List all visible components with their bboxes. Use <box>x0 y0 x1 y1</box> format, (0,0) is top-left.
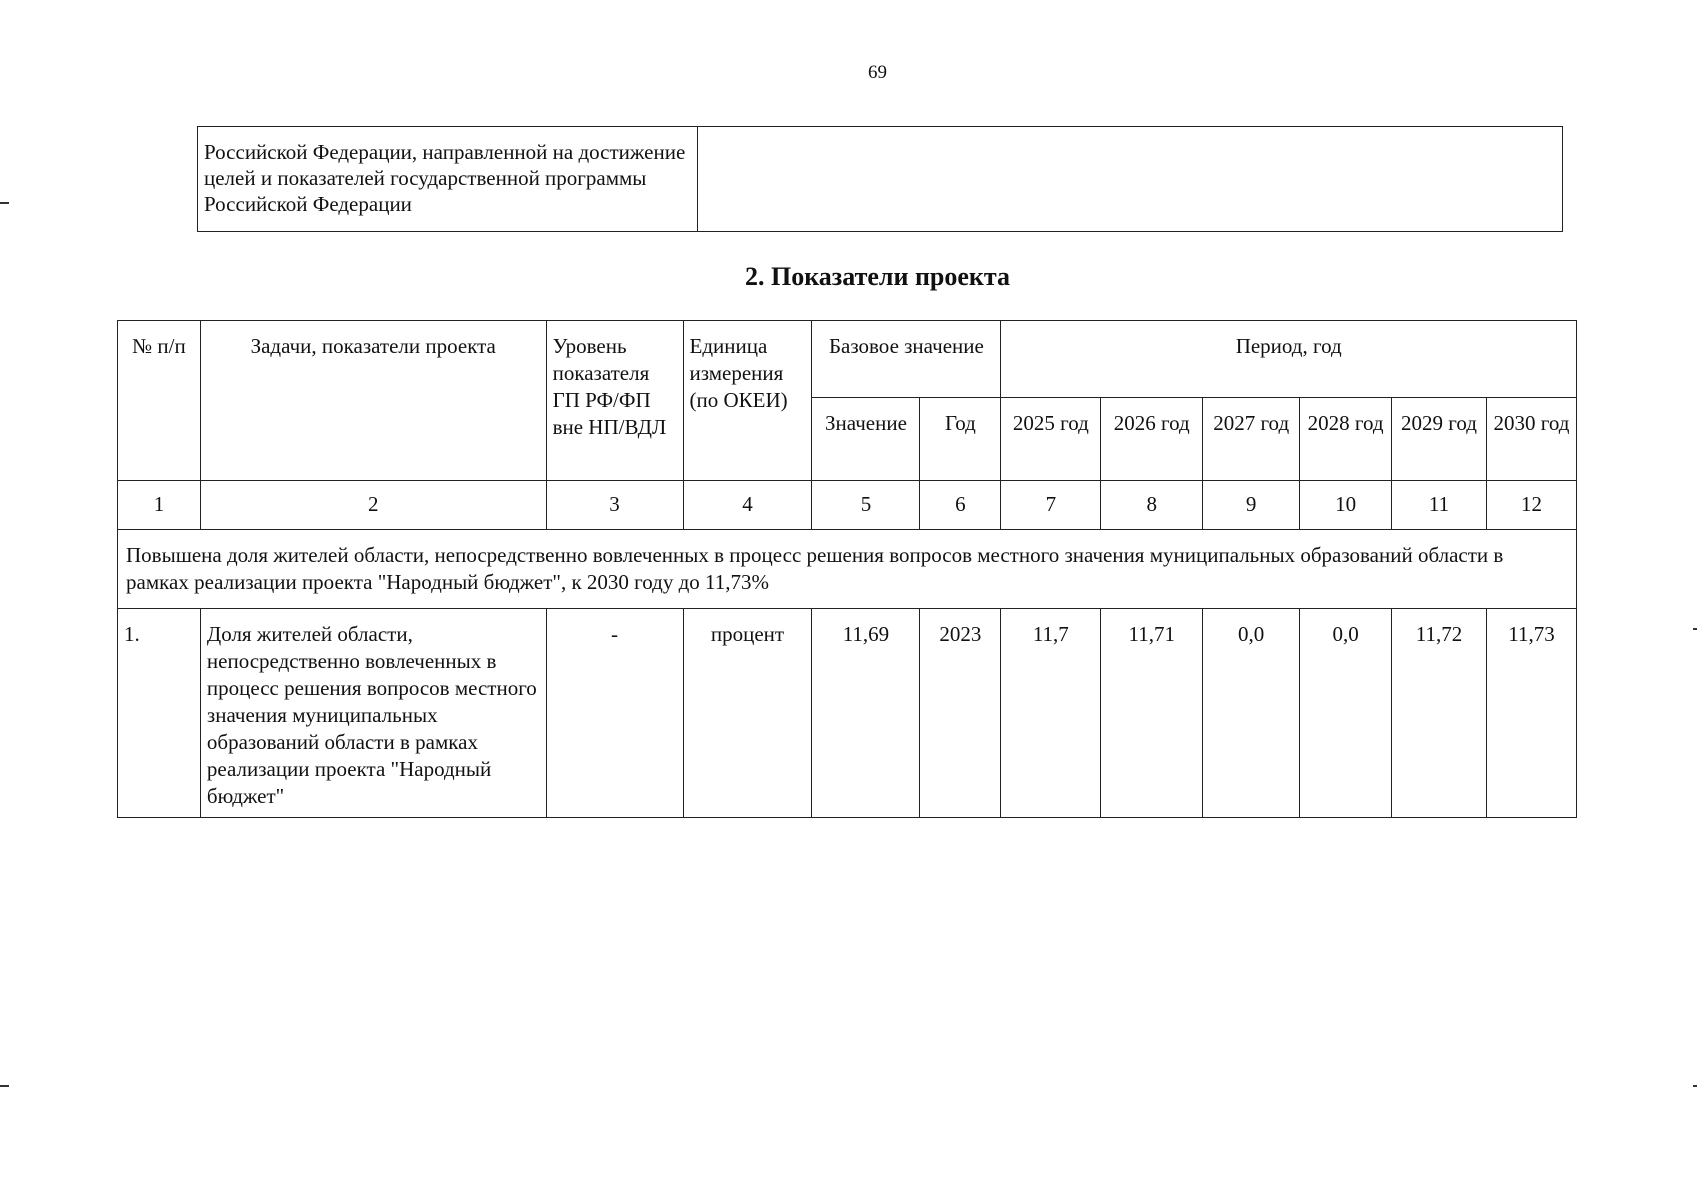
column-number: 5 <box>812 481 920 530</box>
header-year-2029: 2029 год <box>1392 398 1487 481</box>
row-num: 1. <box>118 609 201 818</box>
page-number: 69 <box>868 62 887 83</box>
header-level: Уровень показателя ГП РФ/ФП вне НП/ВДЛ <box>546 321 683 481</box>
row-indicator-name: Доля жителей области, непосредственно вовлеченных в процесс решения вопросов местного значения муниципальных образований области в рамках реализации проекта "Народный бюджет" <box>200 609 546 818</box>
header-year-2025: 2025 год <box>1001 398 1101 481</box>
row-value-2027: 0,0 <box>1203 609 1300 818</box>
column-number: 3 <box>546 481 683 530</box>
header-num: № п/п <box>118 321 201 481</box>
scan-mark <box>0 202 9 204</box>
header-base: Базовое значение <box>812 321 1001 398</box>
row-level: - <box>546 609 683 818</box>
header-tasks: Задачи, показатели проекта <box>200 321 546 481</box>
column-number: 7 <box>1001 481 1101 530</box>
column-number: 10 <box>1300 481 1392 530</box>
header-year-2028: 2028 год <box>1300 398 1392 481</box>
column-number: 8 <box>1101 481 1203 530</box>
row-base-year: 2023 <box>920 609 1001 818</box>
column-number: 11 <box>1392 481 1487 530</box>
continuation-empty-cell <box>698 127 1563 232</box>
column-number: 6 <box>920 481 1001 530</box>
column-number: 2 <box>200 481 546 530</box>
table-row <box>118 609 1577 818</box>
header-period: Период, год <box>1001 321 1577 398</box>
header-year-2027: 2027 год <box>1203 398 1300 481</box>
scan-mark <box>1693 628 1697 630</box>
goal-row: Повышена доля жителей области, непосредственно вовлеченных в процесс решения вопросов местного значения муниципальных образований области в рамках реализации проекта "Народный бюджет", к 2030 году до 11,73% <box>118 530 1577 609</box>
row-base-value: 11,69 <box>812 609 920 818</box>
continuation-table <box>197 126 1563 232</box>
header-year-2030: 2030 год <box>1486 398 1576 481</box>
row-unit: процент <box>683 609 812 818</box>
indicators-table <box>117 320 1577 818</box>
column-number: 4 <box>683 481 812 530</box>
header-unit: Единица измерения (по ОКЕИ) <box>683 321 812 481</box>
header-base-year: Год <box>920 398 1001 481</box>
column-number: 9 <box>1203 481 1300 530</box>
continuation-text: Российской Федерации, направленной на достижение целей и показателей государственной программы Российской Федерации <box>198 127 698 232</box>
row-value-2029: 11,72 <box>1392 609 1487 818</box>
scan-mark <box>1693 1085 1697 1087</box>
row-value-2030: 11,73 <box>1486 609 1576 818</box>
column-number: 12 <box>1486 481 1576 530</box>
row-value-2026: 11,71 <box>1101 609 1203 818</box>
header-year-2026: 2026 год <box>1101 398 1203 481</box>
section-title: 2. Показатели проекта <box>744 262 1010 291</box>
row-value-2028: 0,0 <box>1300 609 1392 818</box>
header-base-value: Значение <box>812 398 920 481</box>
column-number: 1 <box>118 481 201 530</box>
row-value-2025: 11,7 <box>1001 609 1101 818</box>
scan-mark <box>0 1085 9 1087</box>
